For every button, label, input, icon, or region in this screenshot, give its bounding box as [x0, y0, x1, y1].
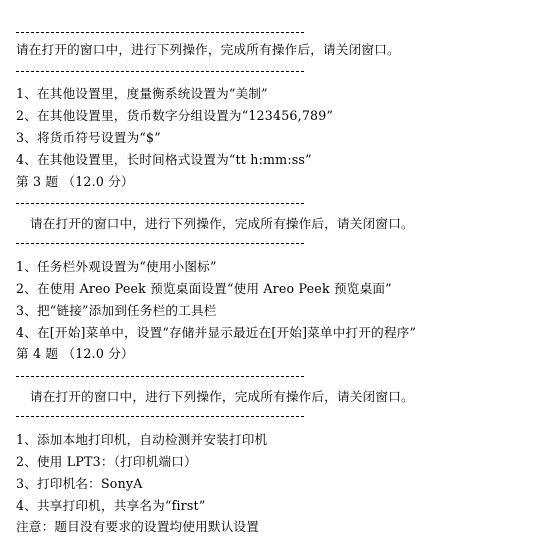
q3-item-2: 2、在使用 Areo Peek 预览桌面设置“使用 Areo Peek 预览桌面”	[16, 281, 392, 296]
note-text: 注意：题目没有要求的设置均使用默认设置	[16, 519, 260, 534]
q2-item-3: 3、将货币符号设置为“$”	[16, 130, 161, 145]
q3-title: 第 3 题 （12.0 分）	[16, 174, 134, 189]
q4-item-3: 3、打印机名：SonyA	[16, 476, 143, 491]
q2-item-4: 4、在其他设置里，长时间格式设置为“tt h:mm:ss”	[16, 152, 312, 167]
q3-item-3: 3、把“链接”添加到任务栏的工具栏	[16, 303, 217, 318]
separator-line	[16, 376, 304, 377]
q4-intro-text: 请在打开的窗口中，进行下列操作，完成所有操作后，请关闭窗口。	[30, 389, 414, 404]
separator-line	[16, 243, 304, 244]
q3-intro-text: 请在打开的窗口中，进行下列操作，完成所有操作后，请关闭窗口。	[30, 216, 414, 231]
separator-line	[16, 203, 304, 204]
separator-line	[16, 416, 304, 417]
q2-item-2: 2、在其他设置里，货币数字分组设置为“123456,789”	[16, 108, 334, 123]
q2-item-1: 1、在其他设置里，度量衡系统设置为“美制”	[16, 86, 268, 101]
q3-item-4: 4、在[开始]菜单中，设置“存储并显示最近在[开始]菜单中打开的程序”	[16, 325, 417, 340]
intro-text: 请在打开的窗口中，进行下列操作，完成所有操作后，请关闭窗口。	[16, 42, 400, 57]
q3-item-1: 1、任务栏外观设置为“使用小图标”	[16, 259, 217, 274]
q4-title: 第 4 题 （12.0 分）	[16, 346, 134, 361]
q4-item-2: 2、使用 LPT3：（打印机端口）	[16, 454, 197, 469]
q4-item-1: 1、添加本地打印机，自动检测并安装打印机	[16, 432, 268, 447]
separator-line	[16, 71, 304, 72]
separator-line	[16, 32, 304, 33]
q4-item-4: 4、共享打印机，共享名为“first”	[16, 498, 206, 513]
